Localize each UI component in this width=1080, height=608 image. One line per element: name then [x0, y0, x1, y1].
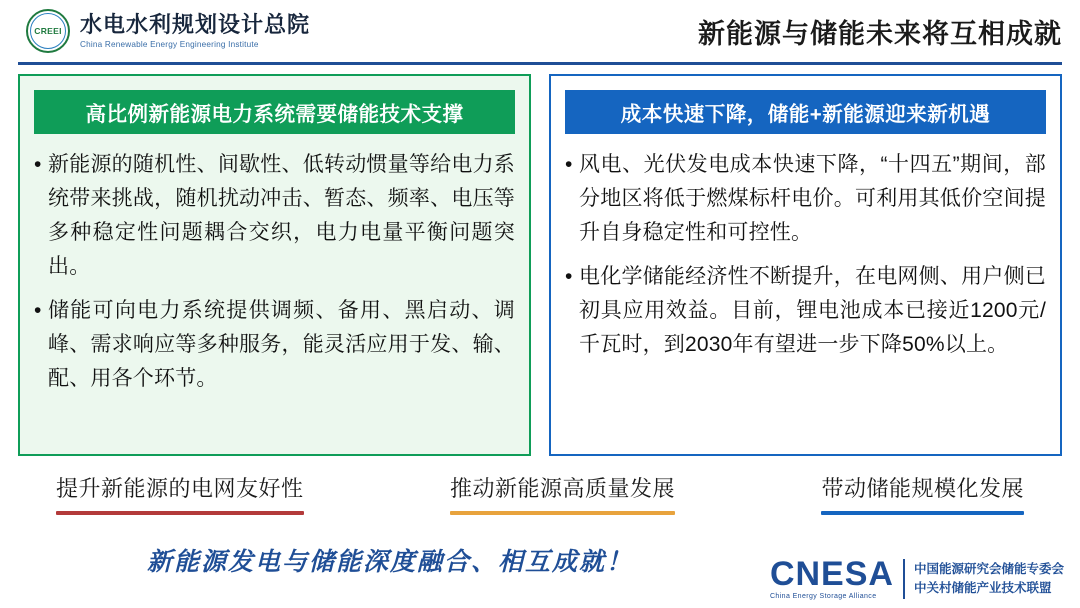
cnesa-acronym: CNESA [769, 555, 894, 593]
list-item [565, 260, 1046, 362]
key-point-label: 推动新能源高质量发展 [449, 476, 675, 501]
creei-emblem-icon [26, 9, 70, 53]
header-divider [18, 62, 1062, 65]
organization-name-cn: 水电水利规划设计总院 [80, 12, 311, 38]
bullet-text: 电化学储能经济性不断提升，在电网侧、用户侧已初具应用效益。目前，锂电池成本已接近1200元/千瓦时，到2030年有望进一步下降50%以上。 [579, 265, 1046, 357]
key-point-2 [450, 472, 675, 515]
organization-name-en: China Renewable Energy Engineering Institute [80, 39, 259, 49]
list-item [34, 294, 515, 396]
panel-left-bullets [34, 148, 515, 396]
cnesa-org-line-2: 中关村储能产业技术联盟 [913, 580, 1052, 595]
key-point-label: 提升新能源的电网友好性 [56, 476, 304, 501]
cnesa-footer-logo [770, 557, 1064, 600]
bullet-dot-icon: • [34, 153, 42, 176]
cnesa-acronym-sub: China Energy Storage Alliance [769, 593, 877, 600]
organization-logo [26, 9, 310, 53]
bullet-dot-icon: • [565, 265, 573, 289]
key-points-row [18, 472, 1062, 515]
cnesa-org-lines [914, 560, 1064, 596]
emblem-label: CREEI [34, 26, 62, 36]
slide-header [0, 0, 1080, 62]
page-title: 新能源与储能未来将互相成就 [698, 18, 1062, 49]
list-item [34, 148, 515, 284]
panel-row [18, 74, 1062, 456]
bullet-text: 新能源的随机性、间歇性、低转动惯量等给电力系统带来挑战，随机扰动冲击、暂态、频率、电压等多种稳定性问题耦合交织，电力电量平衡问题突出。 [48, 153, 515, 279]
slide-tagline: 新能源发电与储能深度融合、相互成就！ [146, 549, 633, 576]
panel-right-heading: 成本快速下降，储能+新能源迎来新机遇 [565, 90, 1046, 134]
key-point-underline [821, 511, 1024, 515]
panel-left-heading: 高比例新能源电力系统需要储能技术支撑 [34, 90, 515, 134]
key-point-1 [56, 472, 304, 515]
cnesa-org-line-1: 中国能源研究会储能专委会 [913, 562, 1064, 577]
cnesa-wordmark [770, 557, 894, 600]
panel-right-bullets [565, 148, 1046, 362]
bullet-dot-icon: • [34, 299, 42, 323]
bullet-text: 储能可向电力系统提供调频、备用、黑启动、调峰、需求响应等多种服务，能灵活应用于发、输、配、用各个环节。 [48, 299, 515, 391]
panel-left [18, 74, 531, 456]
list-item [565, 148, 1046, 250]
cnesa-divider [903, 559, 905, 599]
panel-right [549, 74, 1062, 456]
organization-name [80, 13, 310, 48]
key-point-label: 带动储能规模化发展 [821, 476, 1024, 501]
bullet-text: 风电、光伏发电成本快速下降，“十四五”期间，部分地区将低于燃煤标杆电价。可利用其低价空间提升自身稳定性和可控性。 [579, 153, 1046, 245]
key-point-3 [821, 472, 1024, 515]
key-point-underline [450, 511, 675, 515]
key-point-underline [56, 511, 304, 515]
bullet-dot-icon: • [565, 153, 573, 176]
